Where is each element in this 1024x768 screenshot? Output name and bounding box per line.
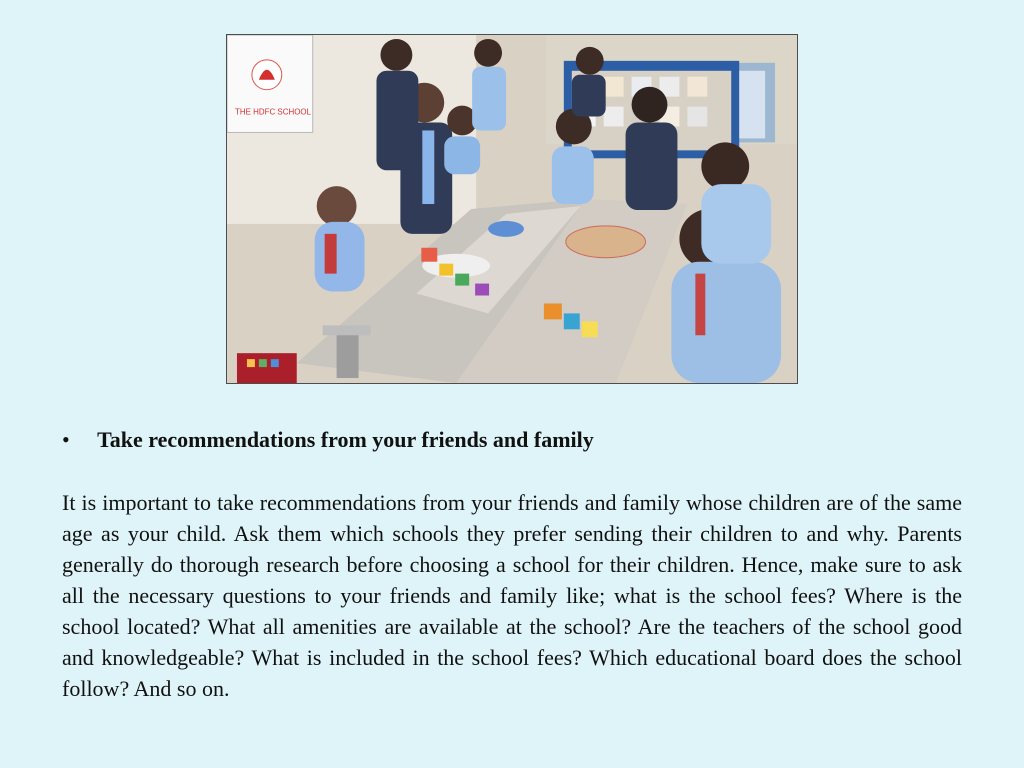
recommendations-paragraph: It is important to take recommendations from your friends and family whose children are of the same age as your child. Ask them which schools they prefer sending their children to and why. Parents generally do thorough research before choosing a school for their children. Hence, make sure to ask all the necessary questions to your friends and family like; what is the school fees? Where is the school located? What all amenities are available at the school? Are the teachers of the school good and knowledgeable? What is included in the school fees? Which educational board does the school follow? And so on.	[62, 490, 962, 701]
school-sign-text: THE HDFC SCHOOL	[234, 107, 312, 117]
classroom-photo	[226, 34, 798, 384]
bullet-icon: •	[62, 427, 70, 452]
recommendations-heading	[62, 426, 962, 454]
classroom-illustration	[227, 35, 797, 383]
heading-text: Take recommendations from your friends and family	[97, 427, 594, 452]
